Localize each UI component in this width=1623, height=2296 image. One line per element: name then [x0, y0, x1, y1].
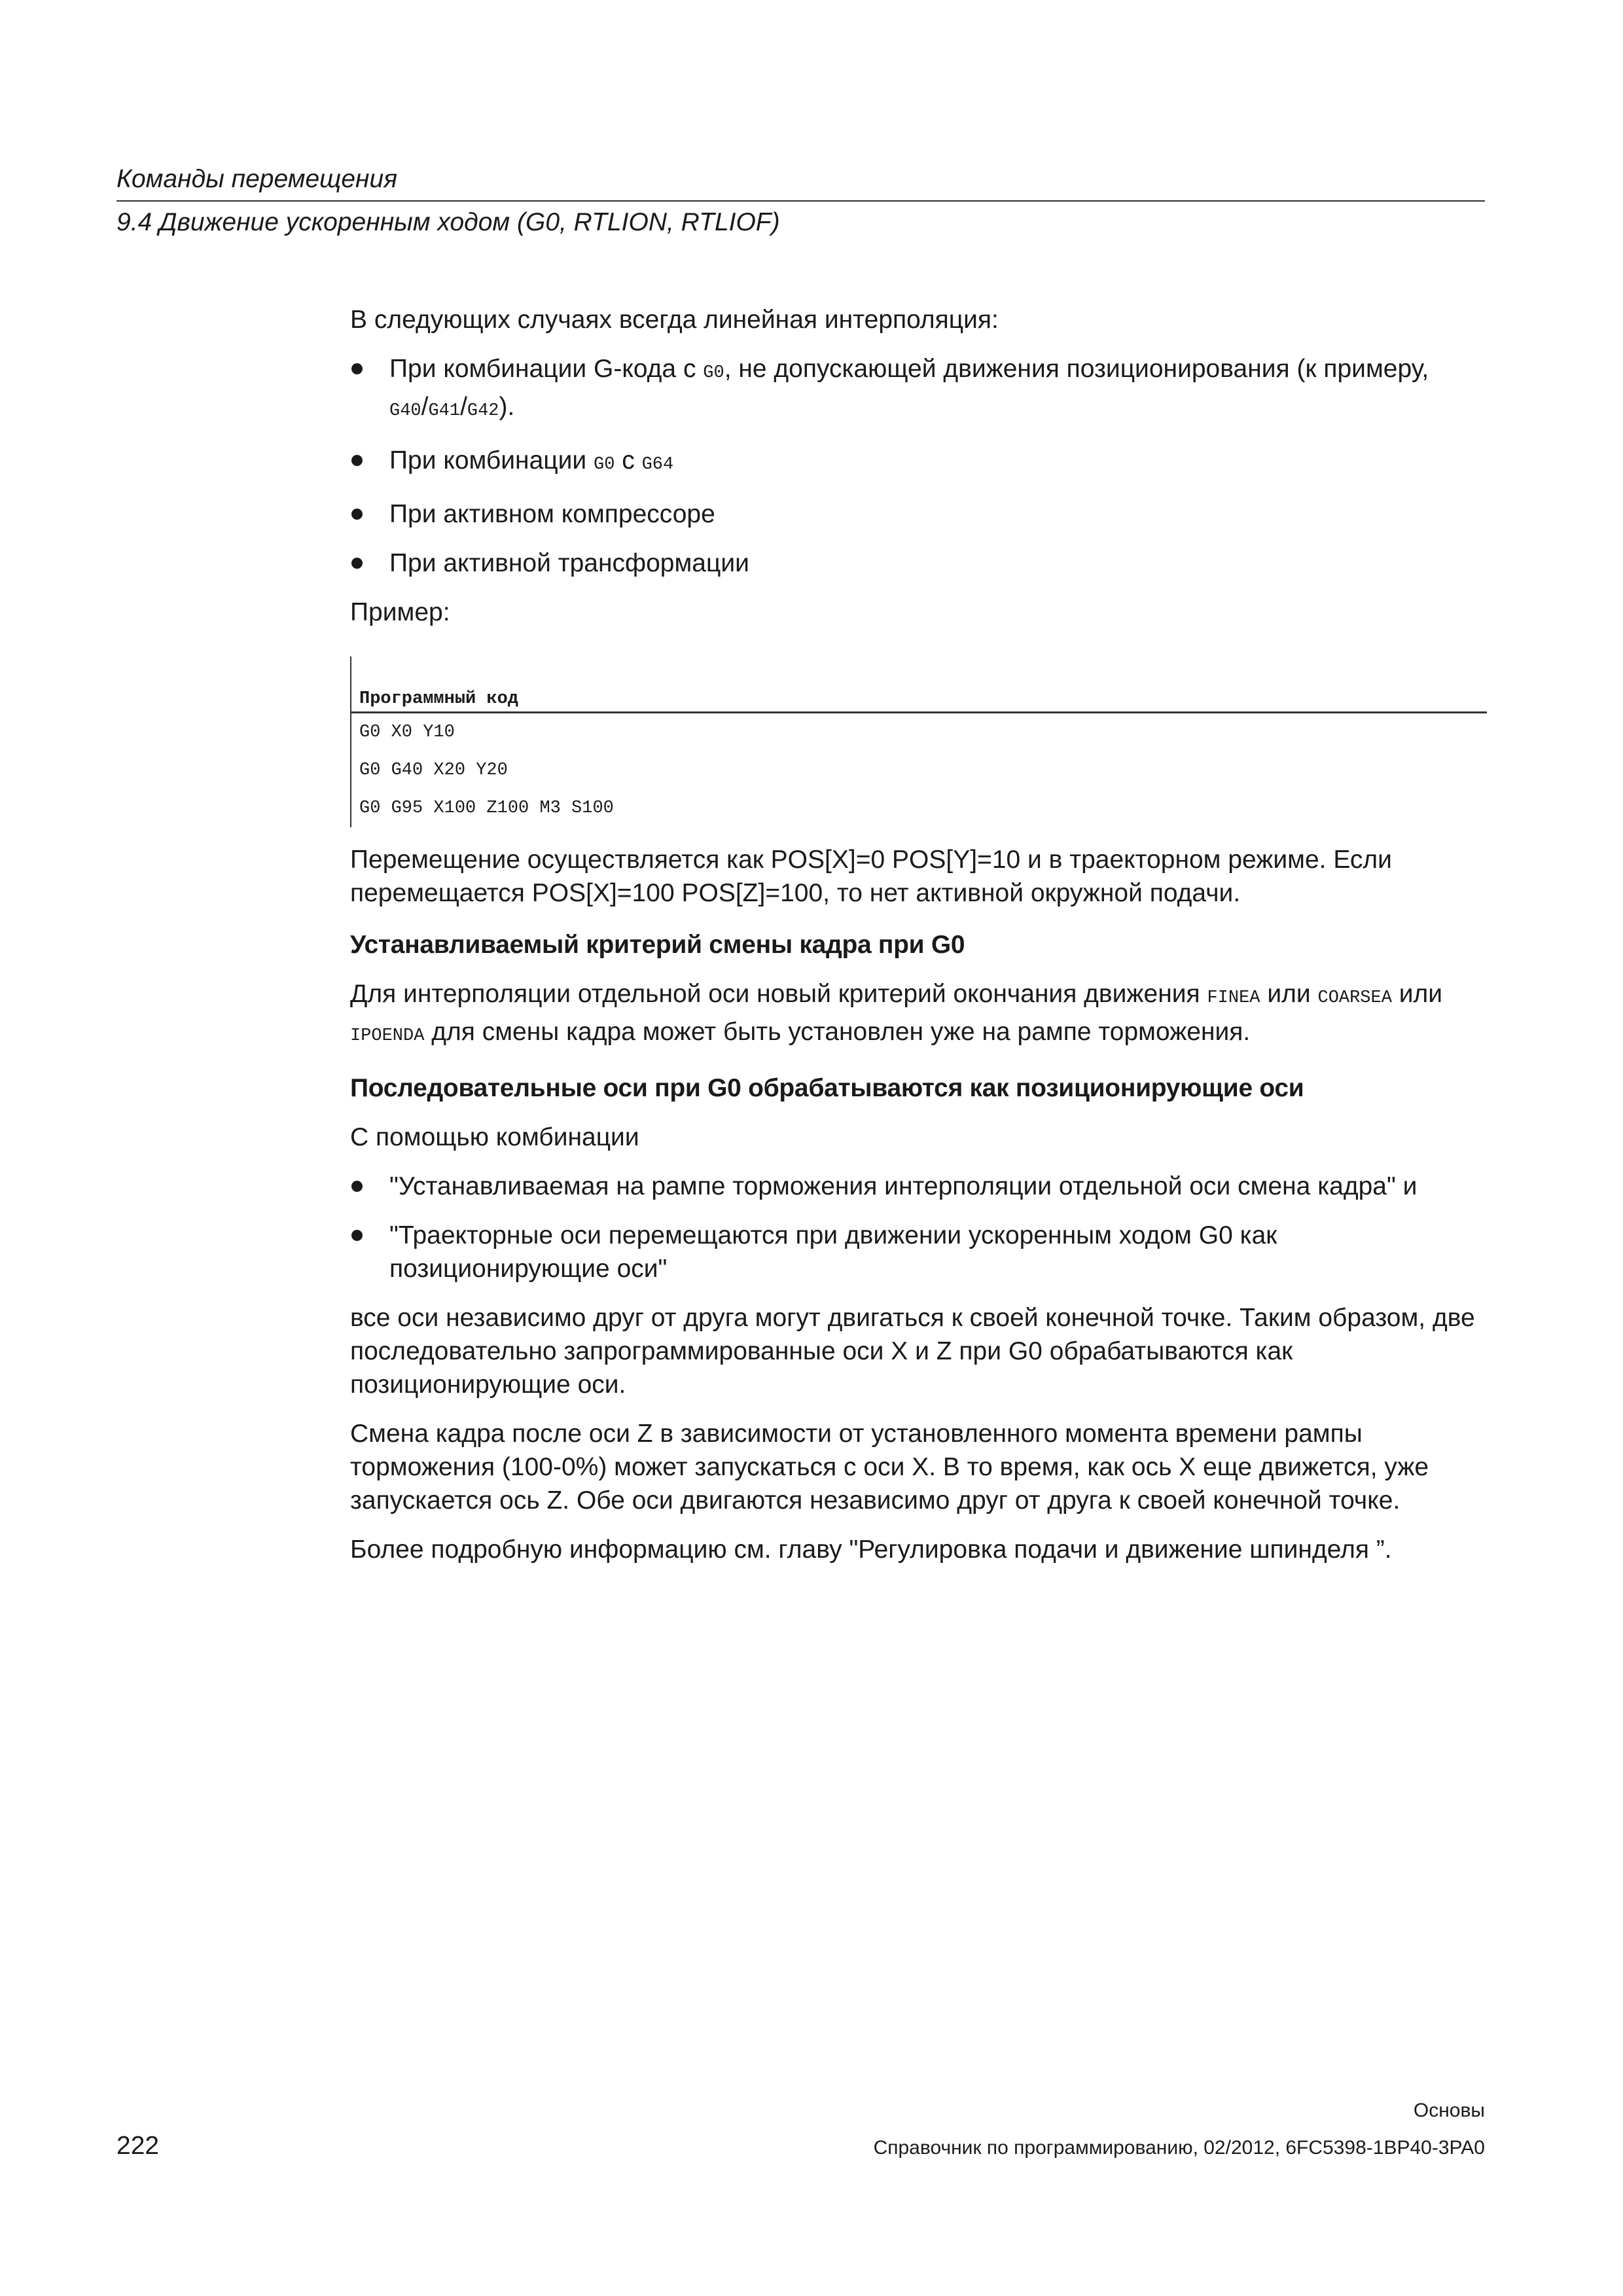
code-term: COARSEA — [1317, 988, 1392, 1008]
text-run: для смены кадра может быть установлен уже на рампе торможения. — [424, 1018, 1251, 1046]
list-item — [350, 1219, 1486, 1285]
combination-intro: С помощью комбинации — [350, 1123, 639, 1151]
code-term: G40 — [389, 401, 421, 421]
text-run: При комбинации — [389, 446, 594, 475]
list-item — [350, 444, 1486, 482]
text-run: с — [615, 446, 642, 475]
code-table — [350, 656, 1487, 827]
text-run: ). — [499, 393, 515, 421]
list-item — [350, 352, 1486, 428]
interpolation-cases-list — [350, 352, 1486, 580]
combination-list — [350, 1170, 1486, 1285]
page-number: 222 — [116, 2132, 160, 2160]
bullet-icon — [351, 1230, 363, 1241]
intro-paragraph: В следующих случаях всегда линейная интерполяция: — [350, 306, 999, 334]
code-term: G0 — [594, 455, 615, 475]
paragraph: Более подробную информацию см. главу "Регулировка подачи и движение шпинделя ”. — [350, 1535, 1392, 1564]
text-run: или — [1260, 980, 1318, 1008]
main-content — [350, 303, 1486, 1582]
code-line: G0 X0 Y10 — [359, 723, 455, 742]
separator: / — [421, 393, 429, 421]
code-term: G64 — [641, 455, 674, 475]
section-heading-block-change: Устанавливаемый критерий смены кадра при G0 — [350, 931, 965, 959]
paragraph: все оси независимо друг от друга могут двигаться к своей конечной точке. Таким образом, две последовательно запрограммированные оси X и Z при G0 обрабатываются как позиционирующие оси. — [350, 1304, 1475, 1399]
code-line: G0 G40 X20 Y20 — [359, 761, 508, 780]
text-run: При активной трансформации — [389, 549, 749, 577]
section-heading-positioning-axes: Последовательные оси при G0 обрабатываются как позиционирующие оси — [350, 1074, 1304, 1102]
running-header-section: 9.4 Движение ускоренным ходом (G0, RTLION, RTLIOF) — [116, 208, 780, 236]
list-item — [350, 547, 1486, 580]
list-item — [350, 1170, 1486, 1203]
example-label: Пример: — [350, 598, 450, 626]
bullet-icon — [351, 558, 363, 569]
text-run: или — [1391, 980, 1443, 1008]
footer-book-title: Основы — [1413, 2100, 1485, 2121]
block-change-paragraph — [350, 977, 1486, 1053]
code-explanation: Перемещение осуществляется как POS[X]=0 POS[Y]=10 и в траекторном режиме. Если перемещается POS[X]=100 POS[Z]=100, то нет активной окружной подачи. — [350, 846, 1392, 907]
code-term: G41 — [428, 401, 461, 421]
running-header-chapter: Команды перемещения — [116, 165, 398, 193]
bullet-icon — [351, 363, 363, 374]
code-term: IPOENDA — [350, 1026, 425, 1046]
bullet-icon — [351, 455, 363, 466]
paragraph: Смена кадра после оси Z в зависимости от установленного момента времени рампы торможения (100-0%) может запускаться с оси X. В то время, как ось X еще движется, уже запускается ось Z. Обе оси двигаются независимо друг от друга к своей конечной точке. — [350, 1420, 1429, 1515]
footer-reference: Справочник по программированию, 02/2012, 6FC5398-1BP40-3PA0 — [873, 2137, 1485, 2159]
text-run: "Траекторные оси перемещаются при движении ускоренным ходом G0 как позиционирующие оси" — [389, 1221, 1277, 1283]
bullet-icon — [351, 509, 363, 520]
bullet-icon — [351, 1181, 363, 1192]
separator: / — [460, 393, 467, 421]
header-rule — [116, 200, 1485, 202]
text-run: "Устанавливаемая на рампе торможения интерполяции отдельной оси смена кадра" и — [389, 1172, 1418, 1200]
list-item — [350, 497, 1486, 531]
code-term: FINEA — [1207, 988, 1260, 1008]
text-run: При активном компрессоре — [389, 500, 715, 528]
code-term: G42 — [467, 401, 499, 421]
text-run: Для интерполяции отдельной оси новый критерий окончания движения — [350, 980, 1207, 1008]
code-line: G0 G95 X100 Z100 M3 S100 — [359, 798, 614, 818]
code-term: G0 — [703, 363, 724, 383]
code-table-header: Программный код — [351, 656, 1487, 713]
text-run: При комбинации G-кода с — [389, 355, 704, 383]
text-run: , не допускающей движения позиционирования (к примеру, — [724, 355, 1429, 383]
